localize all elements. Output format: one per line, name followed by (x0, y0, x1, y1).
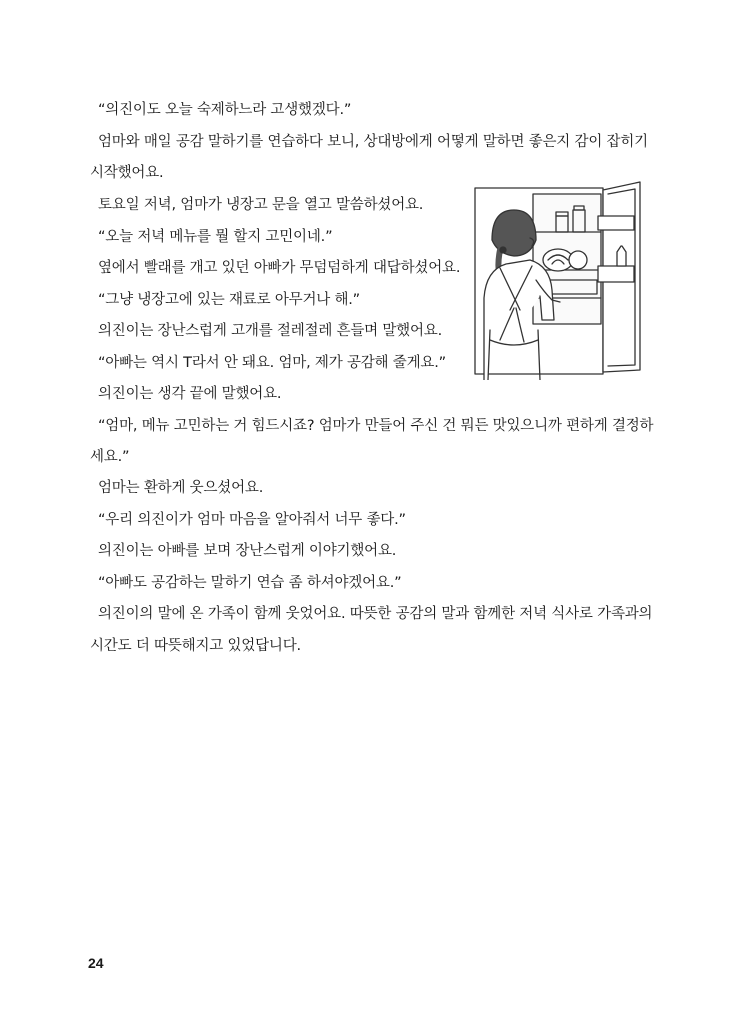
story-line: 의진이는 장난스럽게 고개를 절레절레 흔들며 말했어요. (98, 323, 443, 339)
story-line: 의진이는 생각 끝에 말했어요. (98, 386, 282, 402)
story-line: 엄마는 환하게 웃으셨어요. (98, 480, 264, 496)
story-line: 토요일 저녁, 엄마가 냉장고 문을 열고 말씀하셨어요. (98, 197, 424, 213)
story-line: “오늘 저녁 메뉴를 뭘 할지 고민이네.” (98, 229, 333, 245)
story-line: “아빠도 공감하는 말하기 연습 좀 하셔야겠어요.” (98, 575, 402, 591)
story-line: 옆에서 빨래를 개고 있던 아빠가 무덤덤하게 대답하셨어요. (98, 260, 461, 276)
story-line: 의진이는 아빠를 보며 장난스럽게 이야기했어요. (98, 543, 397, 559)
story-line: “우리 의진이가 엄마 마음을 알아줘서 너무 좋다.” (98, 512, 406, 528)
story-line: 세요.” (90, 449, 130, 465)
story-line: “그냥 냉장고에 있는 재료로 아무거나 해.” (98, 292, 360, 308)
story-line: 의진이의 말에 온 가족이 함께 웃었어요. 따뜻한 공감의 말과 함께한 저녁 식사로 가족과의 (98, 606, 653, 622)
story-line: “의진이도 오늘 숙제하느라 고생했겠다.” (98, 102, 352, 118)
story-line: 엄마와 매일 공감 말하기를 연습하다 보니, 상대방에게 어떻게 말하면 좋은지 감이 잡히기 (98, 134, 648, 150)
story-line: “엄마, 메뉴 고민하는 거 힘드시죠? 엄마가 만들어 주신 건 뭐든 맛있으니까 편하게 결정하 (98, 418, 654, 434)
story-line: “아빠는 역시 T라서 안 돼요. 엄마, 제가 공감해 줄게요.” (98, 355, 446, 371)
story-line: 시간도 더 따뜻해지고 있었답니다. (90, 638, 301, 654)
page-number: 24 (88, 955, 104, 971)
story-line: 시작했어요. (90, 165, 164, 181)
mom-at-fridge-illustration (470, 180, 650, 380)
